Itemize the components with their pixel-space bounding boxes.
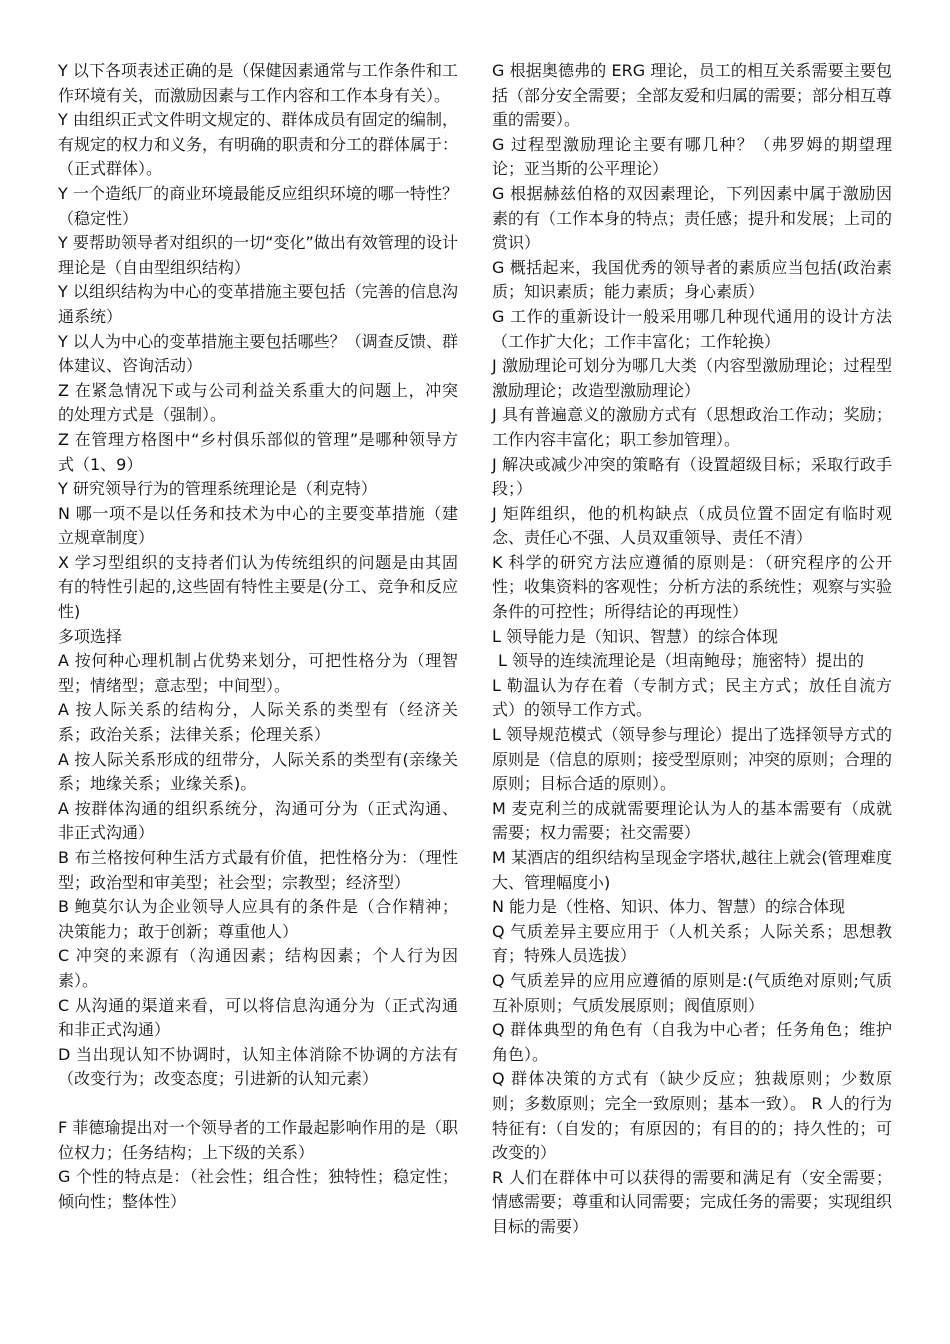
question-item: C 冲突的来源有（沟通因素；结构因素；个人行为因素）。 xyxy=(58,946,458,990)
question-item: J 具有普遍意义的激励方式有（思想政治工作动；奖励；工作内容丰富化；职工参加管理）。 xyxy=(492,405,892,449)
question-item: A 按群体沟通的组织系统分，沟通可分为（正式沟通、非正式沟通） xyxy=(58,798,458,843)
question-item: Y 以人为中心的变革措施主要包括哪些？（调查反馈、群体建议、咨询活动） xyxy=(58,331,458,376)
question-item: J 解决或减少冲突的策略有（设置超级目标；采取行政手段；） xyxy=(492,454,892,499)
question-item: L 勒温认为存在着（专制方式；民主方式；放任自流方式）的领导工作方式。 xyxy=(492,675,892,720)
question-item: G 根据赫兹伯格的双因素理论，下列因素中属于激励因素的有（工作本身的特点；责任感；提升和发展；上司的赏识） xyxy=(492,183,893,253)
question-item: G 个性的特点是：（社会性；组合性；独特性；稳定性；倾向性；整体性） xyxy=(58,1167,458,1211)
question-item: Q 气质差异主要应用于（人机关系；人际关系；思想教育；特殊人员选拔） xyxy=(492,921,892,966)
question-item: N 哪一项不是以任务和技术为中心的主要变革措施（建立规章制度） xyxy=(58,503,458,548)
question-item: Q 群体决策的方式有（缺少反应；独裁原则；少数原则；多数原则；完全一致原则；基本一致）。 R 人的行为特征有:（自发的；有原因的；有目的的；持久性的；可改变的） xyxy=(492,1069,892,1163)
question-item: Z 在紧急情况下或与公司利益关系重大的问题上，冲突的处理方式是（强制）。 xyxy=(58,380,458,425)
question-item: B 布兰格按何种生活方式最有价值，把性格分为：（理性型；政治型和审美型；社会型；宗教型；经济型） xyxy=(58,848,458,892)
question-item: N 能力是（性格、知识、体力、智慧）的综合体现 xyxy=(492,897,846,917)
question-item: Q 群体典型的角色有（自我为中心者；任务角色；维护角色）。 xyxy=(492,1020,892,1064)
question-item: L 领导规范模式（领导参与理论）提出了选择领导方式的原则是（信息的原则；接受型原则；冲突的原则；合理的原则；目标合适的原则）。 xyxy=(492,725,893,794)
question-item: Y 一个造纸厂的商业环境最能反应组织环境的哪一特性？（稳定性） xyxy=(58,183,458,228)
question-item: K 科学的研究方法应遵循的原则是：（研究程序的公开性；收集资料的客观性；分析方法的系统性；观察与实验条件的可控性；所得结论的再现性） xyxy=(492,552,893,622)
question-item: Z 在管理方格图中“乡村俱乐部似的管理”是哪种领导方式（1、9） xyxy=(58,429,458,474)
question-item: M 某酒店的组织结构呈现金字塔状,越往上就会(管理难度大、管理幅度小) xyxy=(492,848,892,892)
question-item: Y 以下各项表述正确的是（保健因素通常与工作条件和工作环境有关，而激励因素与工作内容和工作本身有关）。 xyxy=(58,61,458,105)
question-item: J 矩阵组织，他的机构缺点（成员位置不固定有临时观念、责任心不强、人员双重领导、责任不清） xyxy=(492,503,892,548)
question-item: Y 以组织结构为中心的变革措施主要包括（完善的信息沟通系统） xyxy=(58,282,458,326)
question-item: G 概括起来，我国优秀的领导者的素质应当包括(政治素质；知识素质；能力素质；身心素质） xyxy=(492,257,892,302)
question-item: L 领导的连续流理论是（坦南鲍母；施密特）提出的 xyxy=(498,651,865,671)
question-item: D 当出现认知不协调时，认知主体消除不协调的方法有（改变行为；改变态度；引进新的认知元素） xyxy=(58,1044,458,1089)
question-item: C 从沟通的渠道来看，可以将信息沟通分为（正式沟通和非正式沟通） xyxy=(58,995,458,1040)
question-item: J 激励理论可划分为哪几大类（内容型激励理论；过程型激励理论；改造型激励理论） xyxy=(492,356,892,400)
question-item: Y 要帮助领导者对组织的一切“变化”做出有效管理的设计理论是（自由型组织结构） xyxy=(58,233,458,277)
question-item: R 人们在群体中可以获得的需要和满足有（安全需要；情感需要；尊重和认同需要；完成任务的需要；实现组织目标的需要） xyxy=(492,1167,893,1236)
question-item: B 鲍莫尔认为企业领导人应具有的条件是（合作精神；决策能力；敢于创新；尊重他人） xyxy=(58,897,458,941)
question-item: A 按人际关系形成的纽带分，人际关系的类型有(亲缘关系；地缘关系；业缘关系)。 xyxy=(58,749,458,794)
right-column xyxy=(492,59,892,1240)
question-item: F 菲德瑜提出对一个领导者的工作最起影响作用的是（职位权力；任务结构；上下级的关系） xyxy=(58,1117,458,1162)
question-item: X 学习型组织的支持者们认为传统组织的问题是由其固有的特性引起的,这些固有特性主要是(分工、竞争和反应性) xyxy=(58,552,458,622)
left-column xyxy=(58,59,458,1214)
question-item: Y 研究领导行为的管理系统理论是（利克特） xyxy=(58,479,377,499)
question-item: G 根据奥德弗的 ERG 理论，员工的相互关系需要主要包括（部分安全需要；全部友爱和归属的需要；部分相互尊重的需要）。 xyxy=(492,61,893,130)
question-item: Q 气质差异的应用应遵循的原则是:(气质绝对原则;气质互补原则；气质发展原则；阀值原则） xyxy=(492,970,892,1015)
question-item: Y 由组织正式文件明文规定的、群体成员有固定的编制，有规定的权力和义务，有明确的职责和分工的群体属于：（正式群体）。 xyxy=(58,110,459,179)
question-item: M 麦克利兰的成就需要理论认为人的基本需要有（成就需要；权力需要；社交需要） xyxy=(492,798,892,843)
question-item: G 工作的重新设计一般采用哪几种现代通用的设计方法（工作扩大化；工作丰富化；工作轮换） xyxy=(492,306,892,351)
question-item: A 按人际关系的结构分，人际关系的类型有（经济关系；政治关系；法律关系；伦理关系） xyxy=(58,700,458,745)
question-item: L 领导能力是（知识、智慧）的综合体现 xyxy=(492,626,779,646)
question-item: G 过程型激励理论主要有哪几种？（弗罗姆的期望理论；亚当斯的公平理论） xyxy=(492,134,892,179)
question-item: A 按何种心理机制占优势来划分，可把性格分为（理智型；情绪型；意志型；中间型）。 xyxy=(58,651,458,695)
section-heading: 多项选择 xyxy=(58,626,123,646)
